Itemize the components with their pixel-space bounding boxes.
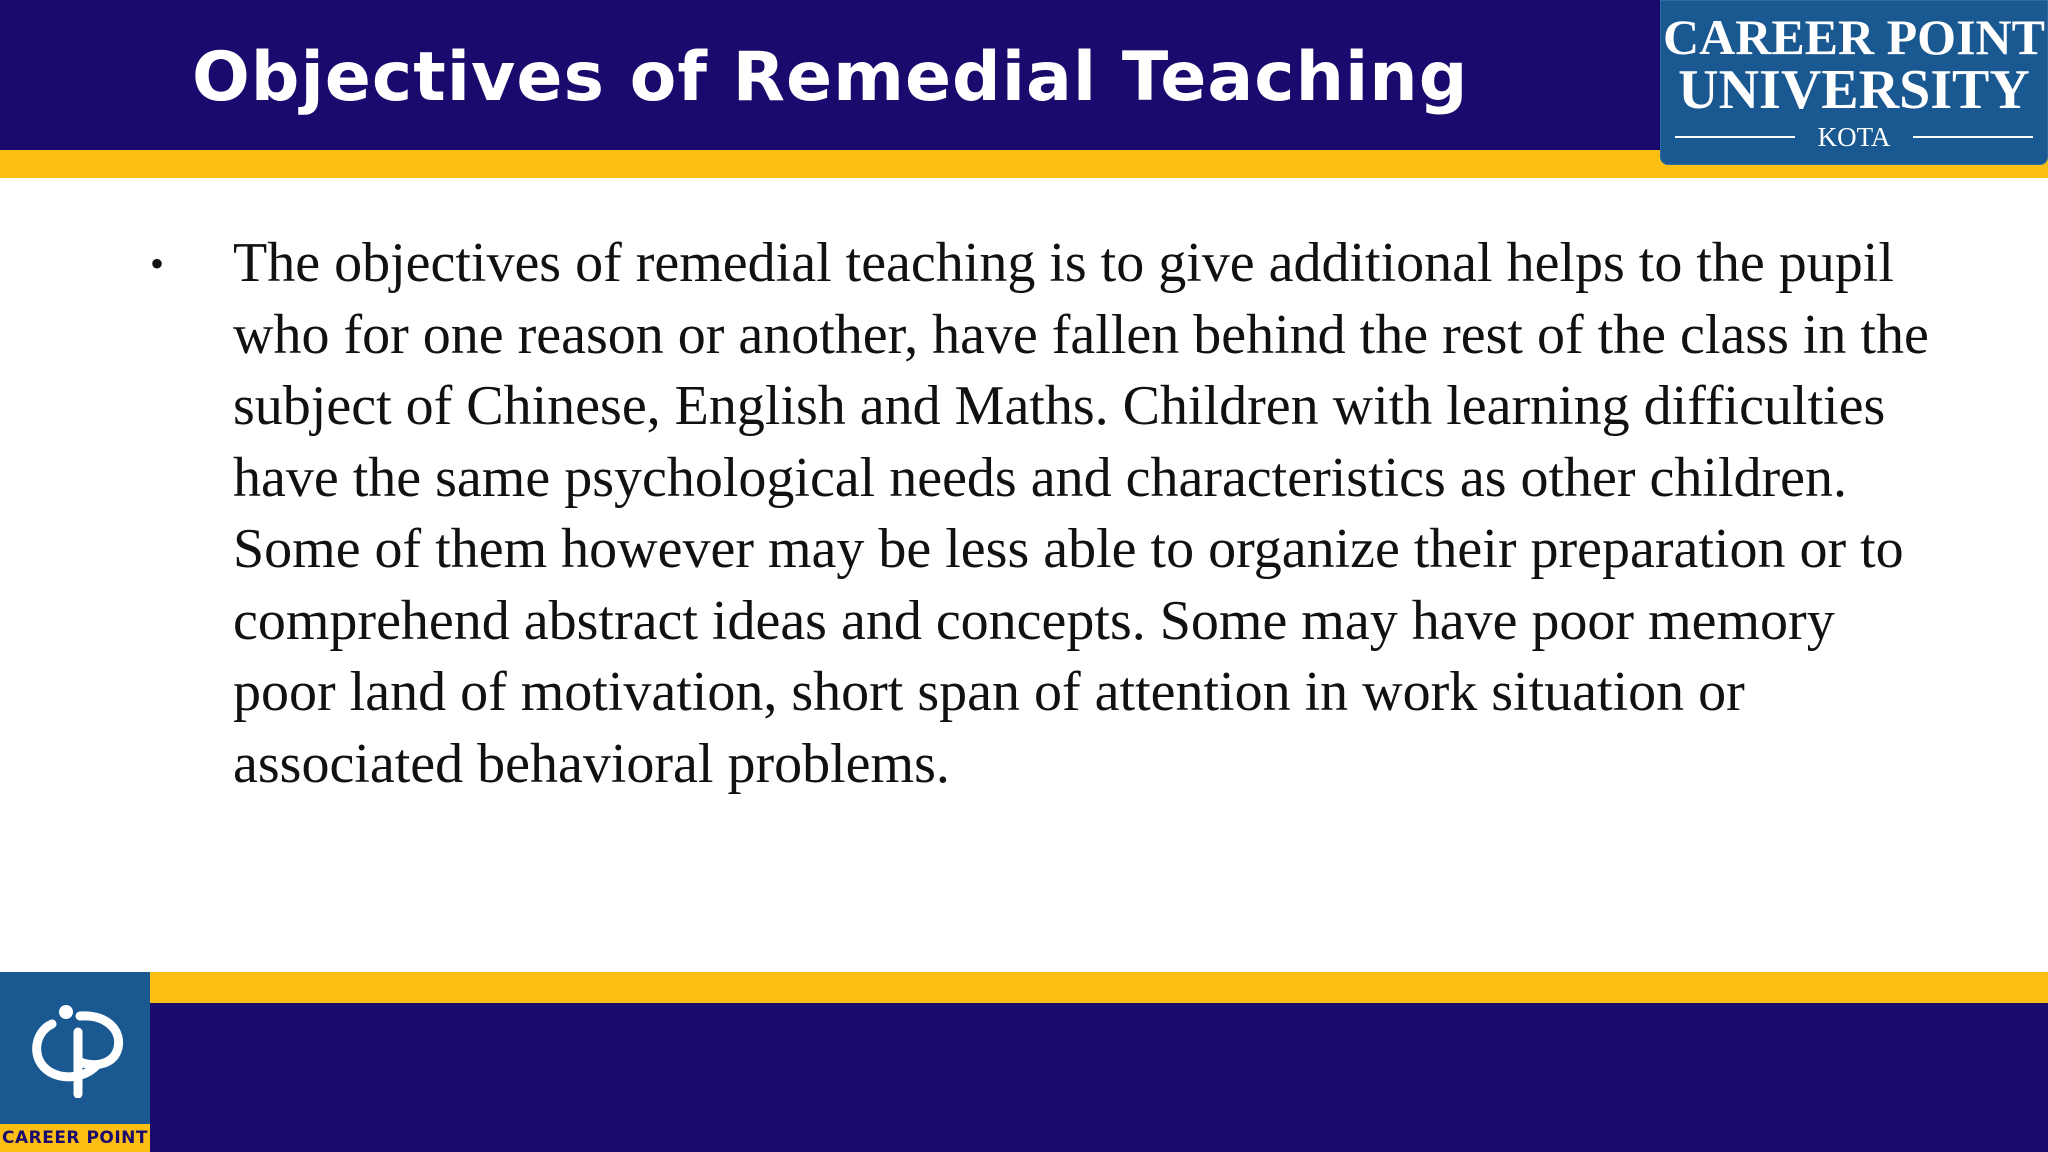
- career-point-mark-icon: [22, 1002, 128, 1098]
- university-logo-city: KOTA: [1817, 122, 1891, 152]
- slide-title: Objectives of Remedial Teaching: [192, 38, 1469, 117]
- career-point-logo-label: CAREER POINT: [0, 1124, 150, 1152]
- university-logo-line1: CAREER POINT: [1663, 9, 2045, 65]
- footer-bar: [0, 1003, 2048, 1152]
- logo-rule-left: [1675, 136, 1795, 138]
- university-logo-location: [1675, 119, 2033, 155]
- career-point-logo: [0, 972, 150, 1152]
- bullet-item: [150, 228, 1950, 800]
- university-logo-line2: UNIVERSITY: [1678, 59, 2030, 121]
- slide-content: [150, 228, 1950, 800]
- footer-stripe: [150, 972, 2048, 1003]
- university-logo: [1660, 0, 2048, 165]
- bullet-icon: •: [150, 241, 165, 286]
- logo-rule-right: [1913, 136, 2033, 138]
- bullet-text: The objectives of remedial teaching is to give additional helps to the pupil who for one reason or another, have fallen behind the rest of the class in the subject of Chinese, English and Maths. Children with learning difficulties have the same psychological needs and characteristics as other children. Some of them however may be less able to organize their preparation or to comprehend abstract ideas and concepts. Some may have poor memory poor land of motivation, short span of attention in work situation or associated behavioral problems.: [233, 232, 1929, 795]
